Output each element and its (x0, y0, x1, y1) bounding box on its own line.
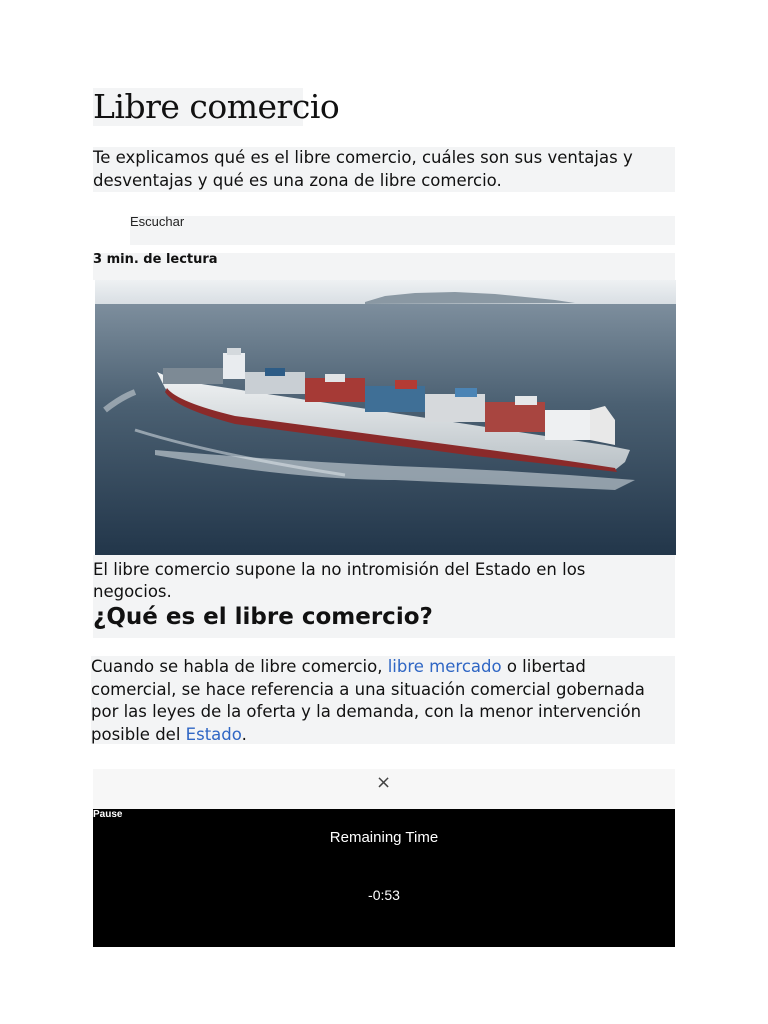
link-libre-mercado[interactable]: libre mercado (387, 657, 502, 676)
listen-label: Escuchar (130, 214, 185, 229)
paragraph-text-3: . (241, 724, 247, 744)
hero-image (95, 280, 676, 555)
read-time: 3 min. de lectura (93, 253, 675, 280)
close-icon[interactable]: × (376, 772, 392, 793)
video-player[interactable] (93, 809, 675, 947)
player-close-bar (93, 769, 675, 809)
page-title: Libre comercio (93, 87, 340, 126)
article-subtitle: Te explicamos qué es el libre comercio, cuáles son sus ventajas y desventajas y qué es una zona de libre comercio. (93, 147, 675, 192)
link-estado[interactable]: Estado (185, 724, 242, 744)
hero-image-container-ship (95, 280, 676, 555)
caption-block (93, 555, 675, 638)
paragraph-text-1: Cuando se habla de libre comercio, (91, 657, 388, 676)
article-paragraph (91, 656, 675, 744)
pause-button[interactable]: Pause (93, 809, 123, 820)
remaining-time-label: Remaining Time (329, 829, 439, 846)
paragraph-text-2: o libertad comercial, se hace referencia a una situación comercial gobernada por las leyes de la oferta y la demanda, con la menor intervención posible del (91, 657, 645, 744)
section-heading: ¿Qué es el libre comercio? (93, 604, 433, 630)
remaining-time-value: -0:53 (368, 887, 400, 903)
image-caption: El libre comercio supone la no intromisión del Estado en los negocios. (93, 560, 586, 601)
listen-button[interactable] (130, 216, 675, 245)
